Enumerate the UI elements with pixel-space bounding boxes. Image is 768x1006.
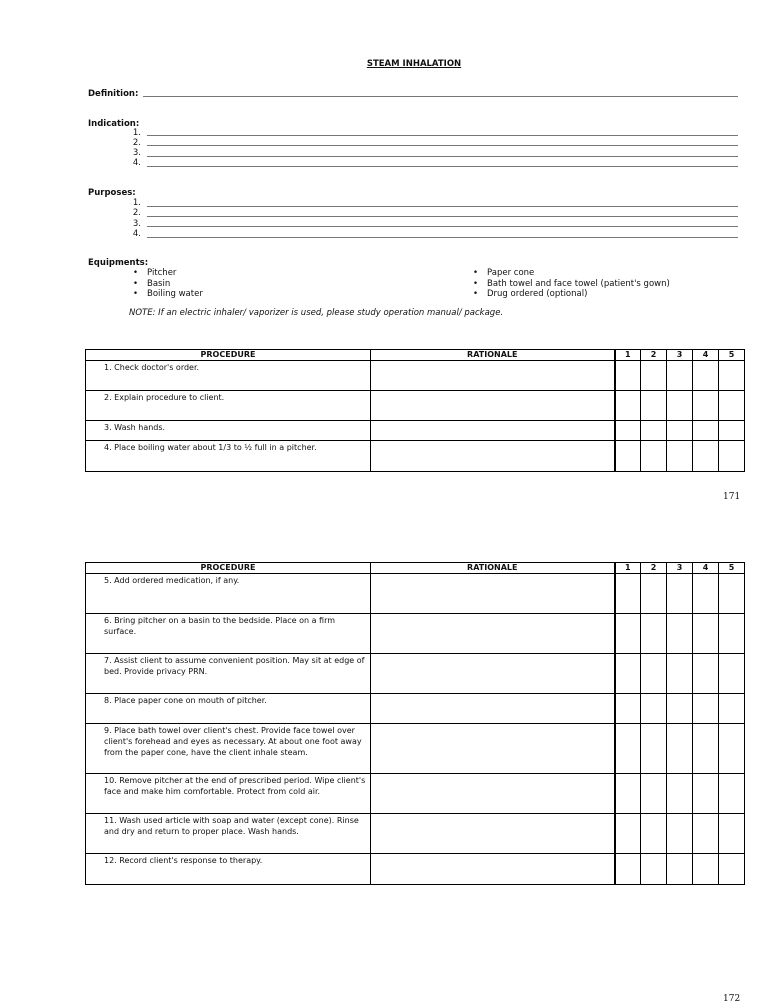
score-cell[interactable] [615, 814, 641, 854]
score-cell[interactable] [615, 774, 641, 814]
score-cell[interactable] [667, 361, 693, 391]
purpose-line-2 [147, 216, 738, 217]
table-row [86, 854, 745, 885]
score-header: 5 [719, 350, 745, 361]
score-cell[interactable] [615, 854, 641, 885]
equipment-item: • Paper cone [473, 268, 535, 278]
table-header-row [86, 563, 745, 574]
score-cell[interactable] [667, 654, 693, 694]
rationale-header: RATIONALE [371, 350, 615, 361]
score-cell[interactable] [615, 441, 641, 472]
table-row [86, 694, 745, 724]
score-cell[interactable] [693, 814, 719, 854]
score-cell[interactable] [719, 724, 745, 774]
purpose-number: 2. [132, 208, 141, 218]
indication-number: 3. [132, 148, 141, 158]
score-cell[interactable] [667, 724, 693, 774]
purpose-number: 3. [132, 219, 141, 229]
score-cell[interactable] [693, 694, 719, 724]
score-cell[interactable] [719, 441, 745, 472]
score-cell[interactable] [719, 854, 745, 885]
score-cell[interactable] [667, 441, 693, 472]
score-header: 3 [667, 563, 693, 574]
rationale-header: RATIONALE [371, 563, 615, 574]
rationale-cell[interactable] [371, 854, 615, 885]
indication-line-2 [147, 145, 738, 146]
score-cell[interactable] [719, 694, 745, 724]
score-cell[interactable] [719, 774, 745, 814]
definition-label: Definition: [88, 89, 139, 99]
indication-number: 1. [132, 128, 141, 138]
purpose-line-1 [147, 206, 738, 207]
procedure-step: 11. Wash used article with soap and water (except cone). Rinse and dry and return to proper place. Wash hands. [86, 814, 371, 854]
score-cell[interactable] [719, 361, 745, 391]
procedure-step: 8. Place paper cone on mouth of pitcher. [86, 694, 371, 724]
indication-line-1 [147, 135, 738, 136]
procedure-step: 9. Place bath towel over client's chest. Provide face towel over client's forehead and eyes as necessary. At about one foot away from the paper cone, have the client inhale steam. [86, 724, 371, 774]
score-header: 5 [719, 563, 745, 574]
rationale-cell[interactable] [371, 724, 615, 774]
score-header: 2 [641, 350, 667, 361]
procedure-step: 1. Check doctor's order. [86, 361, 371, 391]
definition-line [143, 96, 738, 97]
score-cell[interactable] [667, 421, 693, 441]
purpose-number: 1. [132, 198, 141, 208]
score-cell[interactable] [693, 854, 719, 885]
procedure-step: 6. Bring pitcher on a basin to the bedside. Place on a firm surface. [86, 614, 371, 654]
score-cell[interactable] [615, 724, 641, 774]
page-number: 172 [723, 994, 741, 1004]
score-header: 4 [693, 563, 719, 574]
operation-note: NOTE: If an electric inhaler/ vaporizer is used, please study operation manual/ package. [129, 308, 504, 318]
purpose-line-4 [147, 237, 738, 238]
table-row [86, 391, 745, 421]
equipment-item: • Drug ordered (optional) [473, 289, 588, 299]
table-row [86, 361, 745, 391]
score-cell[interactable] [667, 614, 693, 654]
score-cell[interactable] [641, 814, 667, 854]
score-cell[interactable] [693, 654, 719, 694]
score-cell[interactable] [615, 694, 641, 724]
rationale-cell[interactable] [371, 441, 615, 472]
score-cell[interactable] [693, 391, 719, 421]
rationale-cell[interactable] [371, 391, 615, 421]
table-row [86, 421, 745, 441]
table-row [86, 724, 745, 774]
score-cell[interactable] [693, 774, 719, 814]
score-cell[interactable] [693, 421, 719, 441]
purpose-number: 4. [132, 229, 141, 239]
score-cell[interactable] [719, 421, 745, 441]
score-cell[interactable] [615, 361, 641, 391]
score-header: 1 [615, 563, 641, 574]
score-cell[interactable] [719, 654, 745, 694]
score-cell[interactable] [719, 391, 745, 421]
score-cell[interactable] [667, 391, 693, 421]
indication-line-3 [147, 156, 738, 157]
score-header: 3 [667, 350, 693, 361]
equipment-item: • Basin [133, 279, 171, 289]
procedure-step: 4. Place boiling water about 1/3 to ½ full in a pitcher. [86, 441, 371, 472]
score-cell[interactable] [667, 774, 693, 814]
procedure-step: 2. Explain procedure to client. [86, 391, 371, 421]
table-row [86, 574, 745, 614]
rationale-cell[interactable] [371, 421, 615, 441]
score-cell[interactable] [693, 614, 719, 654]
score-cell[interactable] [719, 614, 745, 654]
score-header: 4 [693, 350, 719, 361]
table-row [86, 654, 745, 694]
score-cell[interactable] [667, 854, 693, 885]
score-cell[interactable] [719, 814, 745, 854]
score-cell[interactable] [693, 441, 719, 472]
score-cell[interactable] [667, 574, 693, 614]
score-cell[interactable] [615, 614, 641, 654]
procedure-table-1 [85, 349, 745, 472]
score-cell[interactable] [615, 654, 641, 694]
procedure-step: 7. Assist client to assume convenient position. May sit at edge of bed. Provide privacy PRN. [86, 654, 371, 694]
equipment-item: • Boiling water [133, 289, 203, 299]
score-cell[interactable] [667, 694, 693, 724]
score-cell[interactable] [615, 391, 641, 421]
score-cell[interactable] [719, 574, 745, 614]
score-cell[interactable] [615, 574, 641, 614]
score-cell[interactable] [641, 654, 667, 694]
table-row [86, 441, 745, 472]
indication-number: 4. [132, 158, 141, 168]
score-cell[interactable] [641, 361, 667, 391]
score-cell[interactable] [641, 774, 667, 814]
procedure-step: 5. Add ordered medication, if any. [86, 574, 371, 614]
score-header: 2 [641, 563, 667, 574]
table-row [86, 774, 745, 814]
rationale-cell[interactable] [371, 774, 615, 814]
procedure-step: 10. Remove pitcher at the end of prescribed period. Wipe client's face and make him comfortable. Protect from cold air. [86, 774, 371, 814]
score-cell[interactable] [641, 854, 667, 885]
rationale-cell[interactable] [371, 361, 615, 391]
procedure-table-2 [85, 562, 745, 885]
score-cell[interactable] [641, 421, 667, 441]
score-cell[interactable] [641, 441, 667, 472]
score-header: 1 [615, 350, 641, 361]
score-cell[interactable] [641, 574, 667, 614]
table-header-row [86, 350, 745, 361]
equipments-label: Equipments: [88, 258, 149, 268]
rationale-cell[interactable] [371, 614, 615, 654]
indication-number: 2. [132, 138, 141, 148]
rationale-cell[interactable] [371, 694, 615, 724]
table-row [86, 814, 745, 854]
score-cell[interactable] [641, 694, 667, 724]
procedure-header: PROCEDURE [86, 563, 371, 574]
score-cell[interactable] [693, 574, 719, 614]
purpose-line-3 [147, 226, 738, 227]
score-cell[interactable] [641, 724, 667, 774]
page-title: STEAM INHALATION [366, 59, 462, 69]
procedure-step: 12. Record client's response to therapy. [86, 854, 371, 885]
table-row [86, 614, 745, 654]
score-cell[interactable] [641, 391, 667, 421]
page-number: 171 [723, 492, 741, 502]
rationale-cell[interactable] [371, 814, 615, 854]
score-cell[interactable] [615, 421, 641, 441]
rationale-cell[interactable] [371, 654, 615, 694]
score-cell[interactable] [693, 361, 719, 391]
score-cell[interactable] [693, 724, 719, 774]
indication-line-4 [147, 166, 738, 167]
procedure-header: PROCEDURE [86, 350, 371, 361]
procedure-step: 3. Wash hands. [86, 421, 371, 441]
score-cell[interactable] [641, 614, 667, 654]
purposes-label: Purposes: [88, 188, 136, 198]
indication-label: Indication: [88, 119, 140, 129]
score-cell[interactable] [667, 814, 693, 854]
rationale-cell[interactable] [371, 574, 615, 614]
equipment-item: • Pitcher [133, 268, 177, 278]
equipment-item: • Bath towel and face towel (patient's gown) [473, 279, 670, 289]
